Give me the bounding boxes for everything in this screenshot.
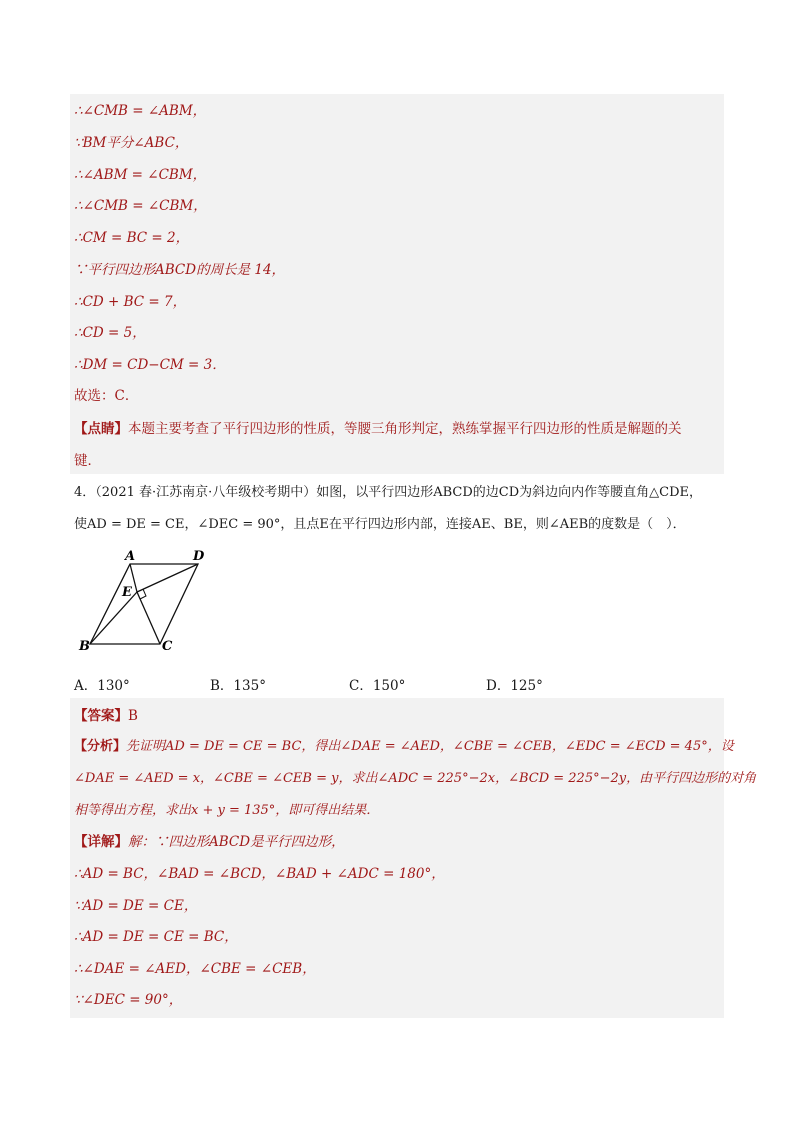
- label-a: A: [125, 549, 136, 564]
- label-b: B: [79, 639, 90, 654]
- comment-line-2: 键．: [74, 453, 101, 469]
- choice-b: B．135°: [210, 678, 266, 694]
- detail-line: ∴AD = DE = CE = BC，: [74, 929, 238, 945]
- solution-line: ∴CD + BC = 7，: [74, 294, 187, 310]
- parallelogram-figure: [76, 546, 216, 656]
- parallelogram-abcd: [90, 564, 198, 644]
- analysis-tag: 【分析】: [74, 739, 127, 754]
- solution-line: ∵BM平分∠ABC，: [74, 135, 189, 151]
- solution-line: ∴∠CMB = ∠CBM，: [74, 198, 207, 214]
- question-line-1: 4．（2021 春·江苏南京·八年级校考期中）如图，以平行四边形ABCD的边CD为斜边向内作等腰直角△CDE，: [74, 485, 703, 500]
- label-e: E: [122, 585, 132, 600]
- segment-ce: [137, 592, 160, 644]
- detail-line: ∵∠DEC = 90°，: [74, 992, 183, 1008]
- detail-tag: 【详解】: [74, 834, 128, 850]
- solution-line: ∴∠CMB = ∠ABM，: [74, 103, 207, 119]
- label-c: C: [162, 639, 173, 654]
- comment-line-1: [74, 420, 682, 438]
- solution-line: ∴∠ABM = ∠CBM，: [74, 167, 207, 183]
- answer-value: B: [128, 708, 138, 724]
- answer-tag: 【答案】: [74, 708, 128, 724]
- analysis-line-1: [74, 738, 734, 756]
- solution-line: ∴CM = BC = 2，: [74, 230, 190, 246]
- choice-a: A．130°: [74, 678, 130, 694]
- detail-line: ∴AD = BC，∠BAD = ∠BCD，∠BAD + ∠ADC = 180°，: [74, 866, 445, 882]
- solution-line: 故选：C．: [74, 388, 139, 404]
- choice-c: C．150°: [349, 678, 406, 694]
- detail-line-1: [74, 833, 345, 851]
- segment-de: [137, 564, 198, 592]
- question-line-2: 使AD = DE = CE，∠DEC = 90°，且点E在平行四边形内部，连接AE、BE，则∠AEB的度数是（ ）．: [74, 517, 686, 532]
- detail-line: ∴∠DAE = ∠AED，∠CBE = ∠CEB，: [74, 961, 316, 977]
- answer-line: [74, 707, 138, 725]
- choice-d: D．125°: [486, 678, 543, 694]
- comment-text: 本题主要考查了平行四边形的性质，等腰三角形判定，熟练掌握平行四边形的性质是解题的关: [128, 421, 682, 437]
- solution-line: ∴CD = 5，: [74, 325, 146, 341]
- solution-line: ∵平行四边形ABCD的周长是 14，: [74, 262, 286, 278]
- analysis-text: 先证明AD = DE = CE = BC，得出∠DAE = ∠AED，∠CBE = ∠CEB，∠EDC = ∠ECD = 45°，设: [126, 739, 734, 754]
- solution-line: ∴DM = CD−CM = 3．: [74, 357, 226, 373]
- label-d: D: [193, 549, 205, 564]
- analysis-line-3: 相等得出方程，求出x + y = 135°，即可得出结果．: [74, 803, 380, 818]
- detail-text: 解：∵四边形ABCD是平行四边形，: [128, 834, 345, 850]
- detail-line: ∵AD = DE = CE，: [74, 898, 198, 914]
- analysis-line-2: ∠DAE = ∠AED = x，∠CBE = ∠CEB = y，求出∠ADC = 225°−2x，∠BCD = 225°−2y，由平行四边形的对角: [74, 771, 757, 786]
- comment-tag: 【点睛】: [74, 421, 128, 437]
